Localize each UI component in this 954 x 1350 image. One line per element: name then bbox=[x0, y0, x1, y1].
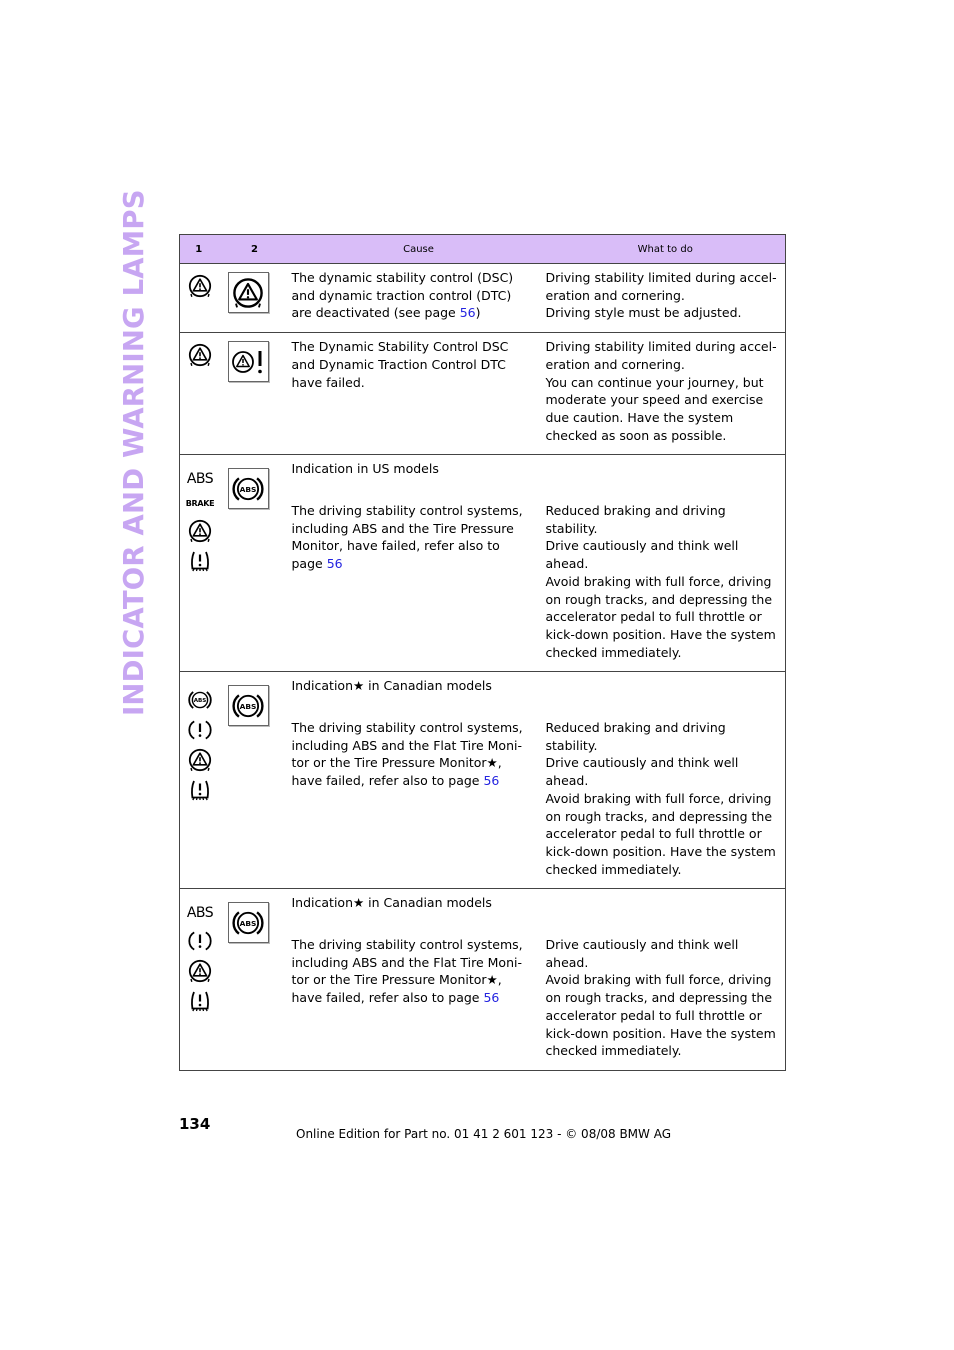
brake-warning-icon bbox=[188, 718, 212, 742]
dsc-warning-icon bbox=[188, 274, 212, 298]
cause-line: The driving stability control systems, bbox=[291, 937, 523, 953]
todo-line: Avoid braking with full force, driving bbox=[545, 972, 772, 988]
indication-label: Indication★ in Canadian models bbox=[291, 895, 492, 911]
table-row bbox=[180, 333, 786, 455]
todo-line: on rough tracks, and depressing the bbox=[545, 591, 773, 607]
dsc-warning-icon bbox=[188, 748, 212, 772]
footer-edition: Online Edition for Part no. 01 41 2 601 123 - © 08/08 BMW AG bbox=[296, 1127, 672, 1141]
todo-line: on rough tracks, and depressing the bbox=[545, 990, 773, 1006]
svg-text:ABS: ABS bbox=[193, 698, 207, 705]
cause-line: and Dynamic Traction Control DTC bbox=[291, 356, 506, 372]
todo-line: kick-down position. Have the system bbox=[545, 626, 776, 642]
cause-line: The driving stability control systems, bbox=[291, 720, 523, 736]
abs-text-icon: ABS bbox=[186, 905, 214, 922]
brake-warning-icon bbox=[188, 929, 212, 953]
todo-line: accelerator pedal to full throttle or bbox=[545, 1007, 762, 1023]
cause-link-prefix: have failed, refer also to page bbox=[291, 990, 484, 1006]
todo-line: checked immediately. bbox=[545, 644, 682, 660]
todo-line: Driving stability limited during accel- bbox=[545, 270, 777, 285]
cause-line: The driving stability control systems, bbox=[291, 503, 523, 519]
cause-line: have failed. bbox=[291, 374, 365, 390]
table-row bbox=[180, 672, 786, 889]
todo-line: accelerator pedal to full throttle or bbox=[545, 826, 762, 842]
cause-link-prefix: are deactivated (see page bbox=[291, 305, 460, 321]
todo-line: Drive cautiously and think well ahead. bbox=[545, 937, 739, 970]
cause-link-prefix: have failed, refer also to page bbox=[291, 773, 484, 789]
tire-pressure-icon bbox=[188, 989, 212, 1013]
abs-text-icon: ABS bbox=[186, 471, 214, 488]
todo-line: Drive cautiously and think well ahead. bbox=[545, 755, 739, 789]
cause-line: tor or the Tire Pressure Monitor★, bbox=[291, 755, 502, 771]
todo-line: checked immediately. bbox=[545, 1043, 682, 1059]
todo-line: Drive cautiously and think well ahead. bbox=[545, 538, 739, 572]
abs-display-icon bbox=[232, 473, 264, 505]
cause-link-prefix: page bbox=[291, 556, 327, 572]
table-row bbox=[180, 889, 786, 1071]
todo-line: checked as soon as possible. bbox=[545, 427, 727, 443]
page-link[interactable]: 56 bbox=[483, 990, 500, 1006]
cause-line: The dynamic stability control (DSC) bbox=[291, 270, 514, 285]
cause-line: tor or the Tire Pressure Monitor★, bbox=[291, 972, 502, 988]
table-header-row bbox=[180, 235, 786, 264]
page-link[interactable]: 56 bbox=[459, 305, 476, 321]
todo-line: Avoid braking with full force, driving bbox=[545, 790, 772, 806]
display-icon-box bbox=[228, 902, 269, 943]
cause-line: including ABS and the Tire Pressure bbox=[291, 520, 514, 536]
todo-line: Reduced braking and driving stability. bbox=[545, 503, 726, 536]
side-chapter-title-text: INDICATOR AND WARNING LAMPS bbox=[118, 189, 150, 716]
svg-text:ABS: ABS bbox=[239, 918, 257, 928]
dsc-warning-icon bbox=[188, 959, 212, 983]
todo-line: Driving style must be adjusted. bbox=[545, 305, 742, 321]
header-col-2: 2 bbox=[218, 235, 292, 264]
todo-line: due caution. Have the system bbox=[545, 409, 734, 425]
todo-line: Avoid braking with full force, driving bbox=[545, 573, 772, 589]
dsc-failure-display-icon bbox=[230, 347, 266, 377]
table-row bbox=[180, 455, 786, 672]
todo-line: Reduced braking and driving stability. bbox=[545, 720, 726, 753]
svg-text:ABS: ABS bbox=[239, 701, 257, 711]
brake-text-icon: BRAKE bbox=[185, 499, 215, 509]
display-icon-box bbox=[228, 468, 269, 509]
abs-display-icon bbox=[232, 907, 264, 939]
todo-line: kick-down position. Have the system bbox=[545, 843, 776, 859]
cause-line: and dynamic traction control (DTC) bbox=[291, 287, 512, 303]
indication-label: Indication in US models bbox=[291, 461, 439, 477]
todo-line: You can continue your journey, but bbox=[545, 374, 764, 390]
display-icon-box bbox=[228, 685, 269, 726]
warning-lamps-table bbox=[179, 234, 786, 1071]
display-icon-box bbox=[228, 272, 269, 313]
tire-pressure-icon bbox=[188, 778, 212, 802]
cause-line: including ABS and the Flat Tire Moni- bbox=[291, 737, 522, 753]
abs-icon bbox=[188, 688, 212, 712]
dsc-display-icon bbox=[232, 277, 264, 309]
dsc-warning-icon bbox=[188, 343, 212, 367]
cause-line: including ABS and the Flat Tire Moni- bbox=[291, 954, 522, 970]
page-link[interactable]: 56 bbox=[326, 556, 343, 572]
header-what-to-do: What to do bbox=[546, 235, 786, 264]
header-cause: Cause bbox=[292, 235, 546, 264]
cause-line bbox=[292, 304, 538, 322]
cause-line bbox=[292, 989, 538, 1007]
indication-label: Indication★ in Canadian models bbox=[291, 678, 492, 694]
tire-pressure-icon bbox=[188, 549, 212, 573]
cause-link-suffix: ) bbox=[475, 305, 481, 321]
cause-line: The Dynamic Stability Control DSC bbox=[291, 339, 509, 355]
table-row bbox=[180, 264, 786, 333]
todo-line: eration and cornering. bbox=[545, 356, 685, 372]
page-number: 134 bbox=[179, 1115, 211, 1133]
dsc-warning-icon bbox=[188, 519, 212, 543]
todo-line: on rough tracks, and depressing the bbox=[545, 808, 773, 824]
cause-line: Monitor, have failed, refer also to bbox=[291, 538, 500, 554]
todo-line: eration and cornering. bbox=[545, 287, 685, 303]
abs-display-icon bbox=[232, 690, 264, 722]
svg-text:ABS: ABS bbox=[239, 484, 257, 494]
page-link[interactable]: 56 bbox=[483, 773, 500, 789]
todo-line: moderate your speed and exercise bbox=[545, 392, 764, 408]
todo-line: Driving stability limited during accel- bbox=[545, 339, 777, 355]
todo-line: kick-down position. Have the system bbox=[545, 1025, 776, 1041]
header-col-1: 1 bbox=[180, 235, 218, 264]
todo-line: accelerator pedal to full throttle or bbox=[545, 609, 762, 625]
display-icon-box bbox=[228, 341, 269, 382]
cause-line bbox=[292, 555, 538, 573]
cause-line bbox=[292, 772, 538, 790]
todo-line: checked immediately. bbox=[545, 861, 682, 877]
